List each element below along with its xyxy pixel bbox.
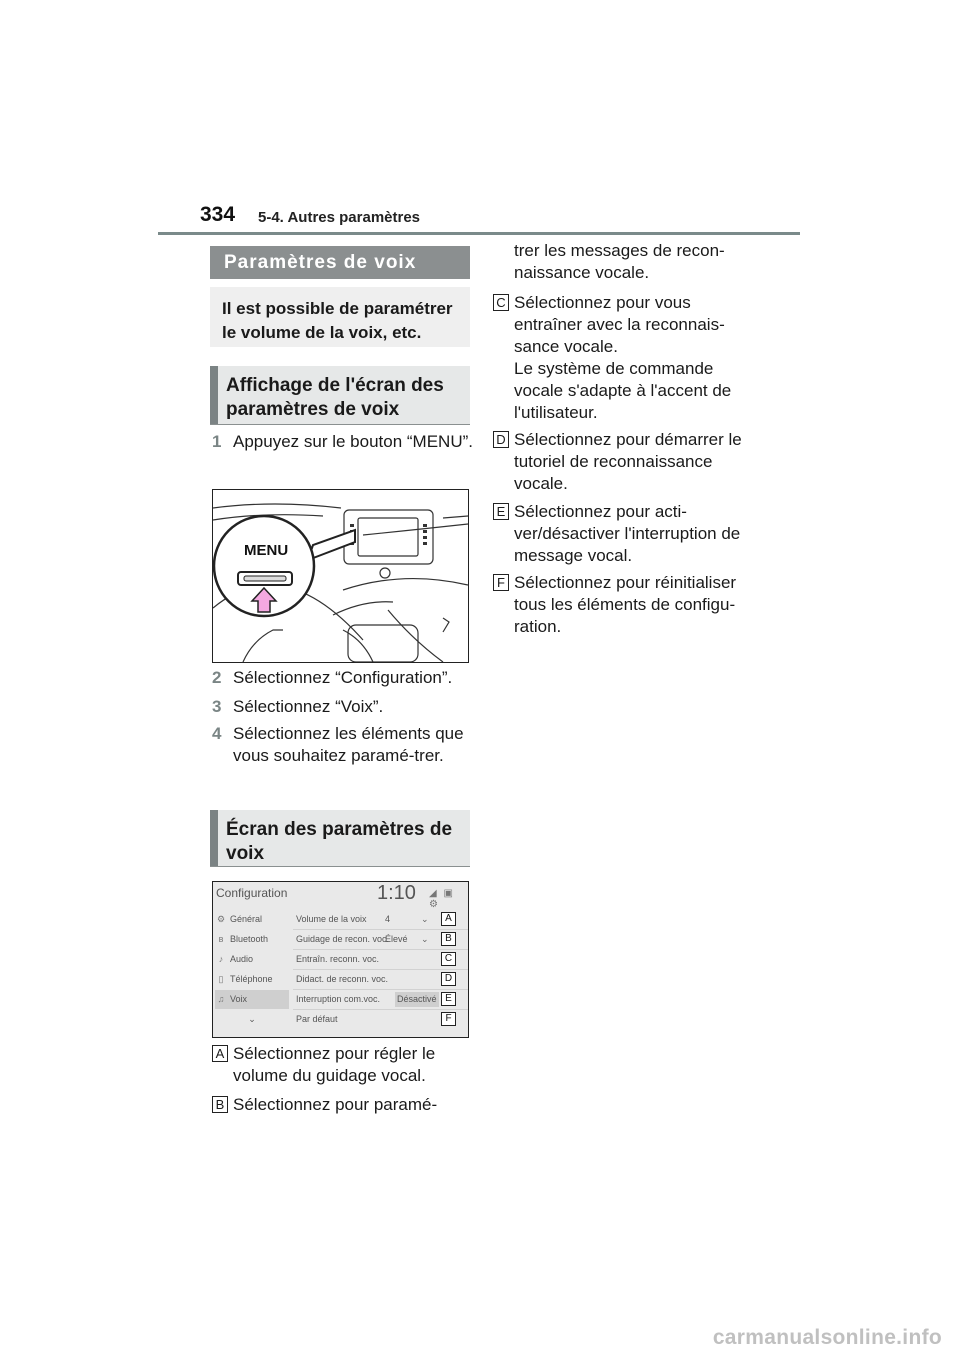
status-icons: ◢ ▣ ⚙ xyxy=(429,888,455,910)
row-label: Interruption com.voc. xyxy=(296,994,381,1004)
menu-item-audio[interactable] xyxy=(215,950,289,969)
row-label: Guidage de recon. voc. xyxy=(296,934,390,944)
label-box-a: A xyxy=(212,1045,228,1062)
item-text: Sélectionnez pour acti-ver/désactiver l'interruption de message vocal. xyxy=(514,502,741,565)
voice-settings-screen xyxy=(212,881,469,1038)
chevron-down-icon: ⌄ xyxy=(421,914,429,924)
callout-b: B xyxy=(441,932,456,946)
item-f xyxy=(493,572,755,638)
row-label: Volume de la voix xyxy=(296,914,367,924)
item-text: Sélectionnez pour paramé- xyxy=(233,1095,438,1114)
row-label: Entraîn. reconn. voc. xyxy=(296,954,380,964)
item-text: Sélectionnez pour réinitialiser tous les éléments de configu-ration. xyxy=(514,573,737,636)
step-number: 3 xyxy=(212,697,222,716)
page-number: 334 xyxy=(200,203,236,226)
screen-clock: 1:10 xyxy=(377,882,416,904)
menu-label: Bluetooth xyxy=(230,934,269,944)
label-box-b: B xyxy=(212,1096,228,1113)
subheading-settings-screen: Écran des paramètres de voix xyxy=(210,810,470,867)
menu-item-general[interactable] xyxy=(215,910,289,929)
item-text: Sélectionnez pour régler le volume du guidage vocal. xyxy=(233,1044,436,1085)
callout-c: C xyxy=(441,952,456,966)
callout-e: E xyxy=(441,992,456,1006)
callout-d: D xyxy=(441,972,456,986)
row-label: Didact. de reconn. voc. xyxy=(296,974,389,984)
intro-text: Il est possible de paramétrer le volume de la voix, etc. xyxy=(210,287,470,347)
menu-label: Audio xyxy=(230,954,254,964)
gear-icon: ⚙ xyxy=(216,914,226,924)
subheading-rule xyxy=(210,424,470,425)
menu-label: Général xyxy=(230,914,263,924)
callout-f: F xyxy=(441,1012,456,1026)
item-text: Sélectionnez pour vous entraîner avec la reconnais-sance vocale. Le système de commande vocale s'adapte à l'accent de l'utilisateur. xyxy=(514,293,732,422)
voice-icon: ♫ xyxy=(217,994,225,1004)
phone-icon: ▯ xyxy=(218,974,224,984)
step-number: 2 xyxy=(212,668,222,687)
label-box-e: E xyxy=(493,503,509,520)
label-box-c: C xyxy=(493,294,509,311)
step-number: 1 xyxy=(212,432,222,451)
section-title: 5-4. Autres paramètres xyxy=(258,209,421,226)
watermark: carmanualsonline.info xyxy=(712,1326,942,1349)
item-c xyxy=(493,292,755,424)
step-number: 4 xyxy=(212,724,222,743)
item-a xyxy=(212,1043,474,1089)
row-value: Élevé xyxy=(385,934,408,944)
step-3 xyxy=(212,696,474,718)
menu-button-label: MENU xyxy=(244,542,289,559)
step-text: Sélectionnez les éléments que vous souhaitez paramé-trer. xyxy=(233,724,464,765)
row-value: 4 xyxy=(385,914,391,924)
subheading-rule xyxy=(210,866,470,867)
label-box-d: D xyxy=(493,431,509,448)
menu-item-bluetooth[interactable] xyxy=(215,930,289,949)
item-e xyxy=(493,501,755,567)
row-label: Par défaut xyxy=(296,1014,338,1024)
dashboard-illustration xyxy=(212,489,469,663)
step-2 xyxy=(212,667,474,689)
item-text: Sélectionnez pour démarrer le tutoriel de reconnaissance vocale. xyxy=(514,430,742,493)
item-text: trer les messages de recon-naissance vocale. xyxy=(514,241,725,282)
step-text: Sélectionnez “Configuration”. xyxy=(233,668,453,687)
menu-item-telephone[interactable] xyxy=(215,970,289,989)
item-d xyxy=(493,429,755,495)
item-b xyxy=(212,1094,474,1116)
label-box-f: F xyxy=(493,574,509,591)
chevron-down-icon: ⌄ xyxy=(421,934,429,944)
step-text: Sélectionnez “Voix”. xyxy=(233,697,384,716)
item-b-continued xyxy=(493,240,755,286)
screen-title: Configuration xyxy=(216,886,288,900)
step-text: Appuyez sur le bouton “MENU”. xyxy=(233,432,473,451)
step-4 xyxy=(212,723,474,789)
step-1 xyxy=(212,431,474,477)
toggle-status[interactable]: Désactivé xyxy=(395,992,439,1007)
menu-label: Voix xyxy=(230,994,248,1004)
bluetooth-icon: ʙ xyxy=(218,934,224,944)
menu-item-voix[interactable] xyxy=(215,990,289,1009)
subheading-display-screen: Affichage de l'écran des paramètres de voix xyxy=(210,366,470,424)
callout-a: A xyxy=(441,912,456,926)
header-rule xyxy=(158,232,800,235)
menu-label: Téléphone xyxy=(230,974,273,984)
dashboard-drawing xyxy=(213,490,468,662)
main-heading: Paramètres de voix xyxy=(210,246,470,279)
menu-scroll-down[interactable] xyxy=(215,1010,289,1029)
music-note-icon: ♪ xyxy=(218,954,224,964)
chevron-down-icon: ⌄ xyxy=(248,1014,256,1024)
